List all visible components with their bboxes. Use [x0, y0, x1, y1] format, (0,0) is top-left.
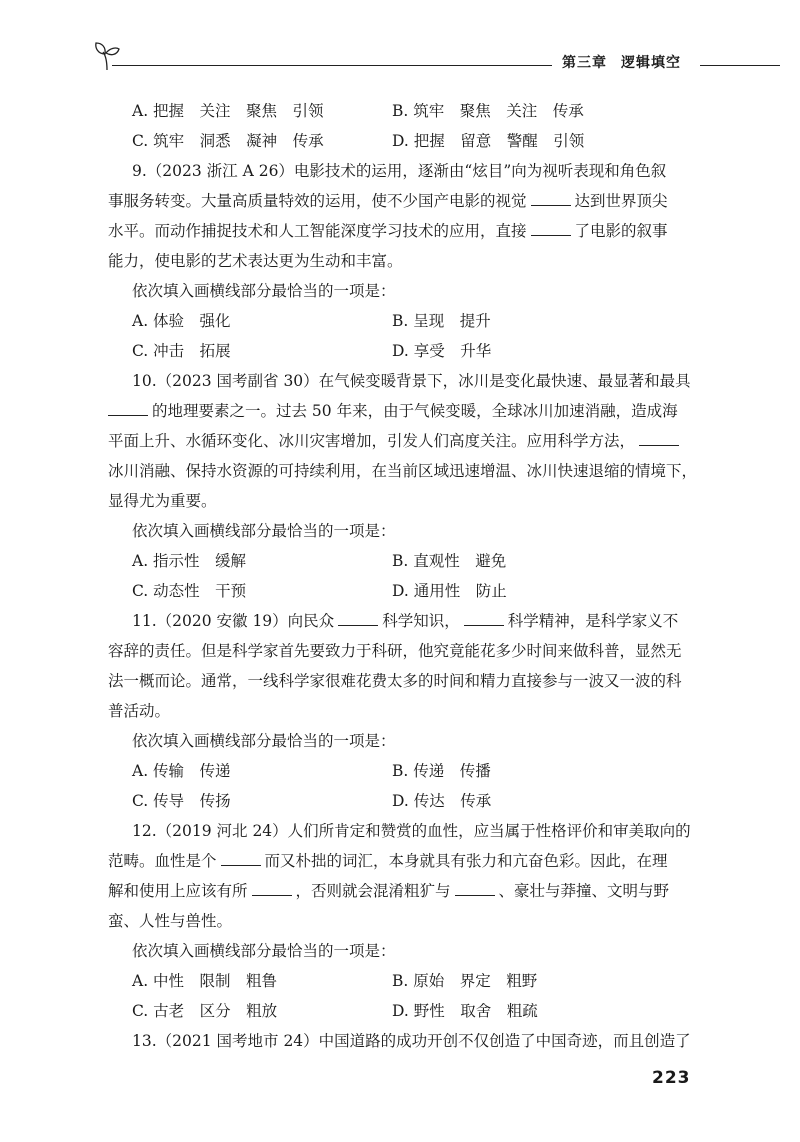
question-line: 容辞的责任。但是科学家首先要致力于科研，他究竟能花多少时间来做科普，显然无 — [108, 642, 682, 660]
option-b: B. 筑牢 聚焦 关注 传承 — [392, 102, 584, 120]
option-c: C. 筑牢 洞悉 凝神 传承 — [132, 132, 324, 150]
question-line: 12.（2019 河北 24）人们所肯定和赞赏的血性，应当属于性格评价和审美取向的 — [132, 822, 691, 840]
question-line: 9.（2023 浙江 A 26）电影技术的运用，逐渐由“炫目”向为视听表现和角色叙 — [132, 162, 667, 180]
option-d: D. 通用性 防止 — [392, 582, 507, 600]
option-a: A. 中性 限制 粗鲁 — [132, 972, 278, 990]
option-a: A. 体验 强化 — [132, 312, 231, 330]
option-d: D. 野性 取舍 粗疏 — [392, 1002, 538, 1020]
question-9 — [108, 156, 708, 366]
question-10 — [108, 366, 708, 606]
question-line: 事服务转变。大量高质量特效的运用，使不少国产电影的视觉 达到世界顶尖 — [108, 192, 668, 210]
header-rule-left — [112, 65, 552, 66]
question-line: 能力，使电影的艺术表达更为生动和丰富。 — [108, 252, 403, 270]
question-prompt: 依次填入画横线部分最恰当的一项是： — [132, 942, 396, 960]
question-line: 的地理要素之一。过去 50 年来，由于气候变暖，全球冰川加速消融，造成海 — [108, 396, 708, 426]
page-number: 223 — [652, 1068, 691, 1088]
answer-blank — [639, 431, 679, 446]
question-line: 蛮、人性与兽性。 — [108, 912, 233, 930]
answer-blank — [108, 401, 148, 416]
sprout-icon — [94, 38, 120, 72]
question-prompt: 依次填入画横线部分最恰当的一项是： — [132, 522, 396, 540]
option-b: B. 直观性 避免 — [392, 552, 507, 570]
answer-blank — [455, 881, 495, 896]
question-line: 水平。而动作捕捉技术和人工智能深度学习技术的应用，直接 了电影的叙事 — [108, 222, 668, 240]
options-row — [108, 96, 708, 126]
answer-blank — [252, 881, 292, 896]
running-header — [0, 38, 800, 78]
answer-blank — [338, 611, 378, 626]
chapter-title: 第三章 逻辑填空 — [562, 55, 681, 71]
header-rule-right — [700, 65, 780, 66]
question-line: 解和使用上应该有所 ，否则就会混淆粗犷与 、豪壮与莽撞、文明与野 — [108, 882, 670, 900]
question-line: 范畴。血性是个 而又朴拙的词汇，本身就具有张力和亢奋色彩。因此，在理 — [108, 852, 668, 870]
page-content — [108, 96, 708, 1056]
answer-blank — [464, 611, 504, 626]
question-line: 13.（2021 国考地市 24）中国道路的成功开创不仅创造了中国奇迹，而且创造了 — [132, 1032, 691, 1050]
option-b: B. 传递 传播 — [392, 762, 491, 780]
options-row — [108, 126, 708, 156]
question-12 — [108, 816, 708, 1026]
option-c: C. 冲击 拓展 — [132, 342, 231, 360]
option-d: D. 把握 留意 警醒 引领 — [392, 132, 585, 150]
question-line: 显得尤为重要。 — [108, 492, 217, 510]
option-d: D. 传达 传承 — [392, 792, 492, 810]
question-line: 10.（2023 国考副省 30）在气候变暖背景下，冰川是变化最快速、最显著和最具 — [132, 372, 691, 390]
option-a: A. 指示性 缓解 — [132, 552, 247, 570]
option-c: C. 传导 传扬 — [132, 792, 231, 810]
option-c: C. 动态性 干预 — [132, 582, 247, 600]
option-a: A. 把握 关注 聚焦 引领 — [132, 102, 324, 120]
question-line: 法一概而论。通常，一线科学家很难花费太多的时间和精力直接参与一波又一波的科 — [108, 672, 682, 690]
question-line: 冰川消融、保持水资源的可持续利用，在当前区域迅速增温、冰川快速退缩的情境下， — [108, 462, 698, 480]
option-b: B. 呈现 提升 — [392, 312, 491, 330]
question-prompt: 依次填入画横线部分最恰当的一项是： — [132, 282, 396, 300]
option-a: A. 传输 传递 — [132, 762, 231, 780]
question-13 — [108, 1026, 708, 1056]
question-line: 普活动。 — [108, 702, 171, 720]
question-prompt: 依次填入画横线部分最恰当的一项是： — [132, 732, 396, 750]
option-d: D. 享受 升华 — [392, 342, 492, 360]
option-b: B. 原始 界定 粗野 — [392, 972, 538, 990]
option-c: C. 古老 区分 粗放 — [132, 1002, 278, 1020]
question-11 — [108, 606, 708, 816]
answer-blank — [531, 221, 571, 236]
answer-blank — [221, 851, 261, 866]
question-line: 平面上升、水循环变化、冰川灾害增加，引发人们高度关注。应用科学方法， — [108, 426, 708, 456]
answer-blank — [531, 191, 571, 206]
question-line: 11.（2020 安徽 19）向民众 科学知识， 科学精神，是科学家义不 — [132, 612, 679, 630]
